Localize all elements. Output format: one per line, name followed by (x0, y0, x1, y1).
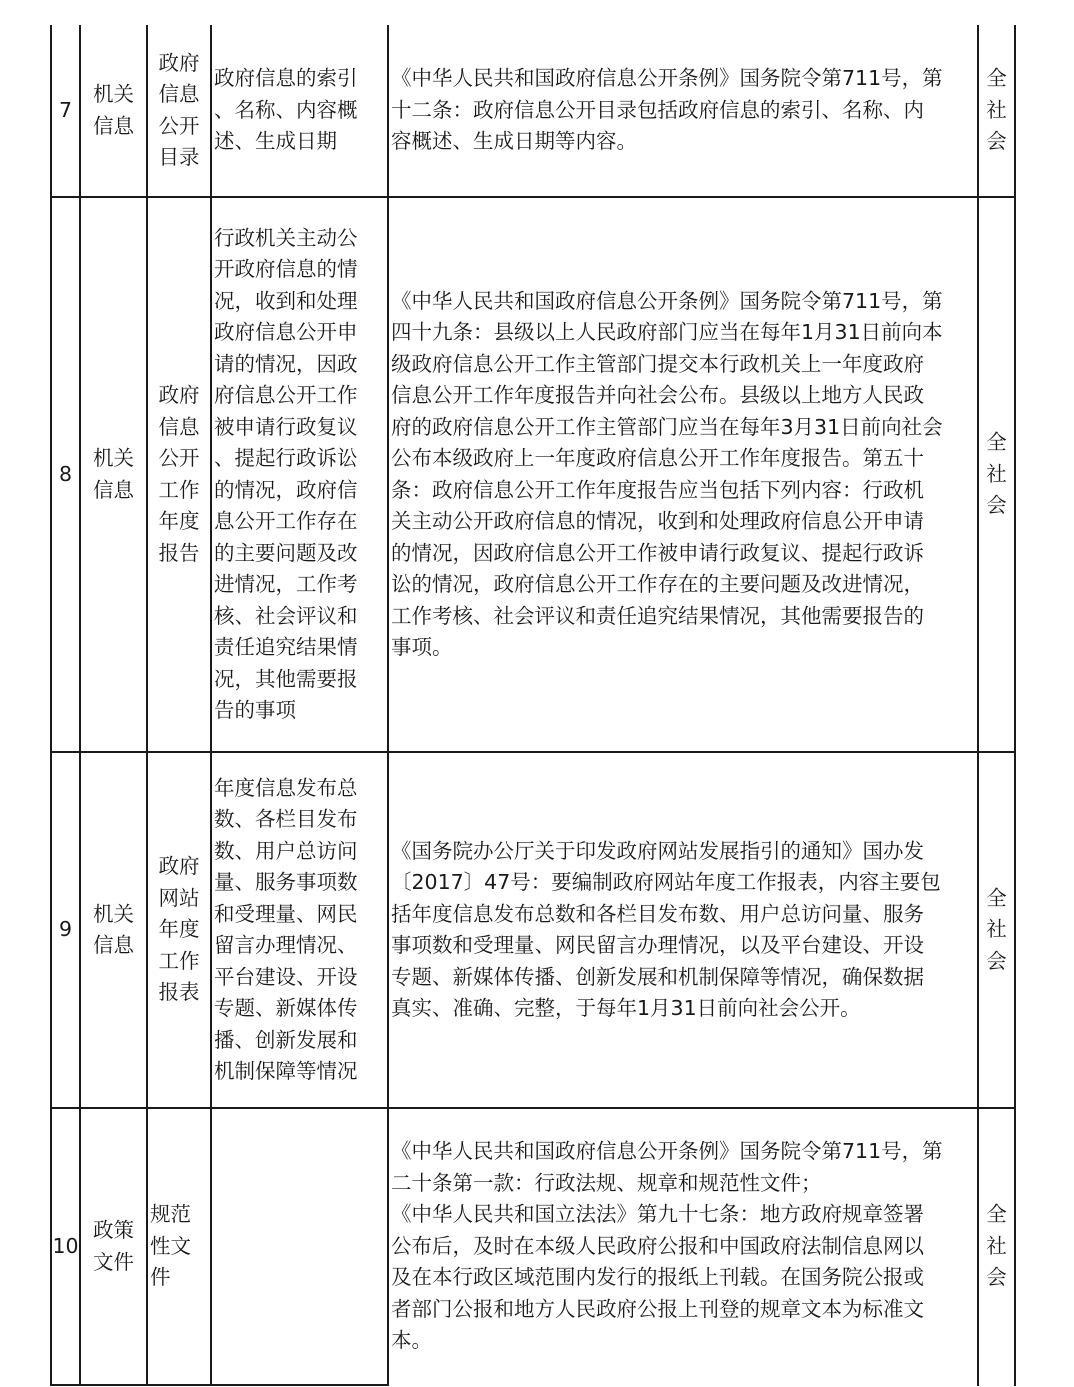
row-item (150, 1109, 210, 1384)
row-content-text: 行政机关主动公 开政府信息的情 况，收到和处理 政府信息公开申 请的情况，因政 府信息公开工作 被申请行政复议 、提起行政诉讼 的情况，政府信 息公开工作存在 的主要问题及改 进情况，工作考 核、社会评议和 责任追究结果情 况，其他需要报 告的事项 (214, 225, 358, 722)
row-item-text: 政府 信息 公开 目录 (158, 50, 200, 169)
row-content (214, 198, 386, 751)
row-basis-text: 《中华人民共和国政府信息公开条例》国务院令第711号，第 四十九条：县级以上人民政府部门应当在每年1月31日前向本 级政府信息公开工作主管部门提交本行政机关上一年度政府 信息公开工作年度报告并向社会公布。县级以上地方人民政 府的政府信息公开工作主管部门应当在每年3月31日前向社会 公布本级政府上一年度政府信息公开工作年度报告。第五十 条：政府信息公开工作年度报告应当包括下列内容：行政机 关主动公开政府信息的情况，收到和处理政府信息公开申请 的情况，因政府信息公开工作被申请行政复议、提起行政诉 讼的情况，政府信息公开工作存在的主要问题及改进情况， 工作考核、社会评议和责任追究结果情况，其他需要报告的 事项。 (391, 288, 943, 659)
row-scope-text: 全 社 会 (986, 1202, 1007, 1290)
row-scope-text: 全 社 会 (986, 885, 1007, 973)
row-scope-text: 全 社 会 (986, 430, 1007, 518)
row-basis (391, 198, 976, 751)
row-category-text: 机关 信息 (93, 446, 134, 502)
row-category (81, 198, 146, 751)
row-index: 8 (58, 461, 73, 486)
row-scope (979, 198, 1014, 751)
row-category (81, 25, 146, 196)
row-content-text: 政府信息的索引 、名称、内容概 述、生成日期 (214, 66, 358, 154)
column-divider-4 (387, 25, 389, 1386)
row-index: 10 (52, 1233, 79, 1258)
row-content (214, 25, 386, 196)
row-scope (979, 25, 1014, 196)
row-category-text: 机关 信息 (93, 82, 134, 138)
table-row (50, 1109, 81, 1384)
row-category-text: 机关 信息 (93, 901, 134, 957)
row-basis-text: 《中华人民共和国政府信息公开条例》国务院令第711号，第 十二条：政府信息公开目录包括政府信息的索引、名称、内 容概述、生成日期等内容。 (391, 66, 943, 154)
row-item (148, 753, 210, 1107)
table-row (52, 753, 79, 1107)
row-basis-text: 《中华人民共和国政府信息公开条例》国务院令第711号，第 二十条第一款：行政法规、规章和规范性文件； 《中华人民共和国立法法》第九十七条：地方政府规章签署 公布后，及时在本级人民政府公报和中国政府法制信息网以 及在本行政区域范围内发行的报纸上刊载。在国务院公报或 者部门公报和地方人民政府公报上刊登的规章文本为标准文 本。 (391, 1139, 943, 1353)
row-item-text: 政府 信息 公开 工作 年度 报告 (158, 383, 200, 565)
table-row (52, 25, 79, 196)
row-content-text: 年度信息发布总 数、各栏目发布 数、用户总访问 量、服务事项数 和受理量、网民 留言办理情况、 平台建设、开设 专题、新媒体传 播、创新发展和 机制保障等情况 (214, 775, 358, 1083)
row-category (81, 1109, 146, 1384)
row-content (214, 753, 386, 1107)
table-border-bottom-left (50, 1384, 389, 1386)
row-item (148, 25, 210, 196)
row-basis (391, 25, 976, 196)
row-basis (391, 753, 976, 1107)
row-basis-text: 《国务院办公厅关于印发政府网站发展指引的通知》国办发 〔2017〕47号：要编制政府网站年度工作报表，内容主要包 括年度信息发布总数和各栏目发布数、用户总访问量、服务 事项数和受理量、网民留言办理情况，以及平台建设、开设 专题、新媒体传播、创新发展和机制保障等情况，确保数据 真实、准确、完整，于每年1月31日前向社会公开。 (391, 838, 941, 1020)
row-index: 7 (58, 97, 73, 122)
row-basis (391, 1109, 976, 1384)
row-item-text: 政府 网站 年度 工作 报表 (158, 854, 200, 1005)
row-category (81, 753, 146, 1107)
table-border-right (1014, 25, 1016, 1386)
row-scope (979, 753, 1014, 1107)
row-category-text: 政策 文件 (93, 1218, 134, 1274)
table-row (52, 198, 79, 751)
row-item (148, 198, 210, 751)
row-index: 9 (58, 917, 73, 942)
row-item-text: 规范 性文 件 (150, 1202, 191, 1290)
column-divider-3 (210, 25, 212, 1386)
row-scope (979, 1109, 1014, 1384)
row-scope-text: 全 社 会 (986, 66, 1007, 154)
row-content (214, 1109, 386, 1384)
